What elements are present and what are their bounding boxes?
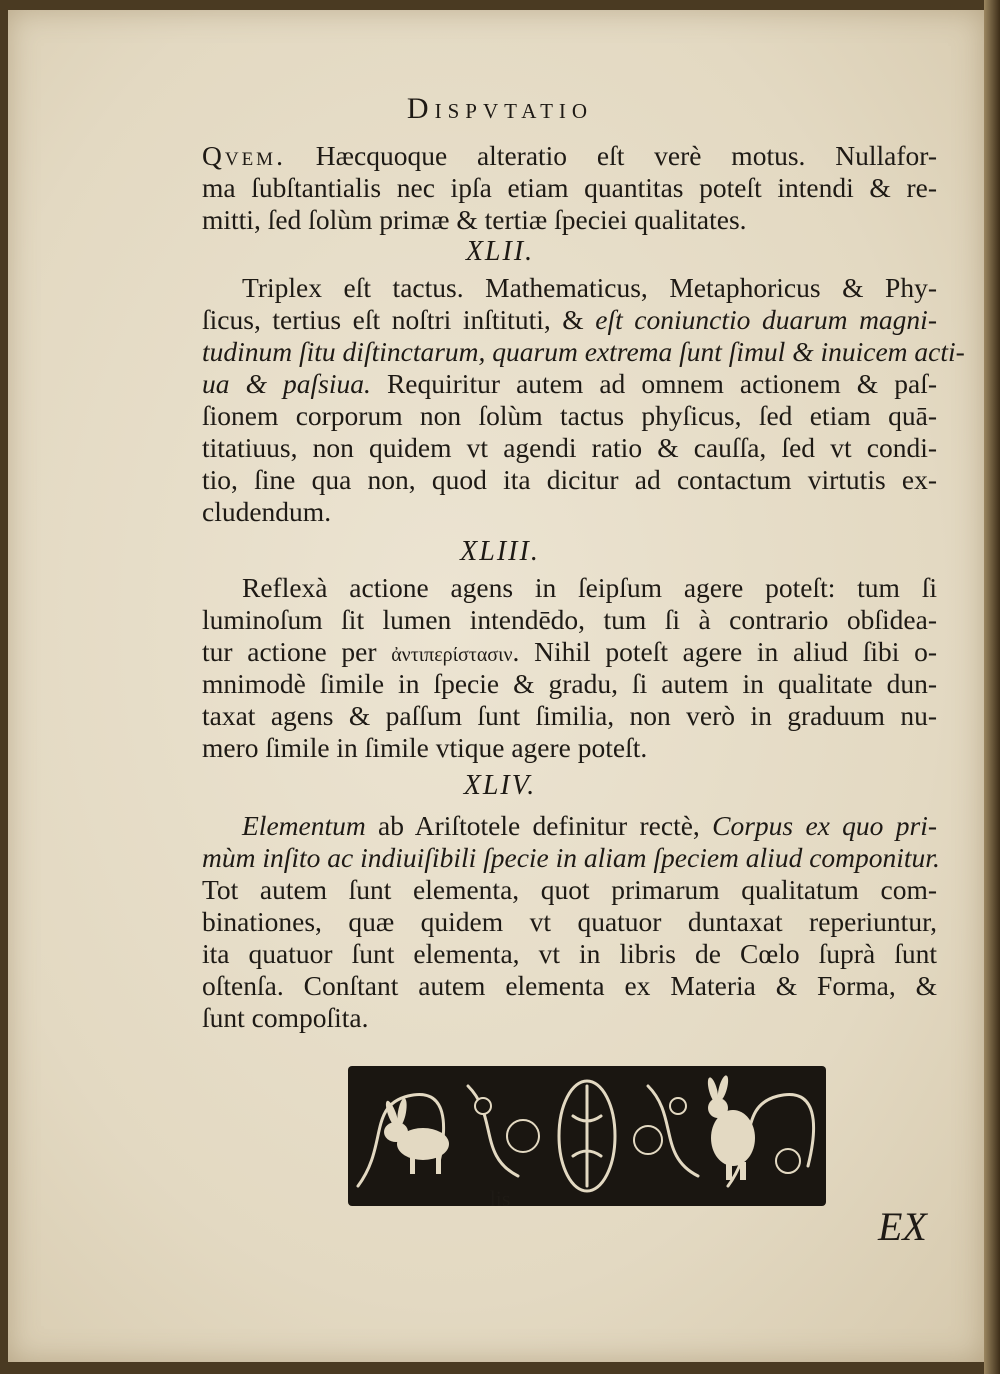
printer-signature: lis [489,1186,511,1211]
text-line: tio, ſine qua non, quod ita dicitur ad contactum virtutis ex- [202,464,937,495]
paragraph-43 [202,572,937,764]
text-line: cludendum. [202,496,332,527]
greek-word: ἀντιπερίστασιν [391,644,513,666]
text-line: mitti, ſed ſolùm primæ & tertiæ ſpeciei qualitates. [202,204,747,235]
text-line: ſicus, tertius eſt noſtri inſtituti, & eſt coniunctio duarum magni- [202,304,937,335]
text-line: binationes, quæ quidem vt quatuor duntaxat reperiuntur, [202,906,937,937]
thesis-heading-42: XLII. [465,236,535,267]
paragraph-44 [202,810,940,1034]
text-line: taxat agens & paſſum ſunt ſimilia, non verò in graduum nu- [202,700,937,731]
catchword: EX [878,1204,927,1249]
woodcut-ornament [348,1066,826,1206]
thesis-heading-43: XLIII. [460,536,540,567]
text-line: ſunt compoſita. [202,1002,369,1033]
running-header: Dispvtatio [406,92,594,125]
text-line: mnimodè ſimile in ſpecie & gradu, ſi autem in qualitate dun- [202,668,937,699]
paragraph-42 [202,272,965,528]
text-line: tur actione per ἀντιπερίστασιν. Nihil poteſt agere in aliud ſibi o- [202,636,938,667]
text-line: Reflexà actione agens in ſeipſum agere poteſt: tum ſi [242,572,937,603]
text-line: ma ſubſtantialis nec ipſa etiam quantitas poteſt intendi & re- [202,172,937,203]
text-line: titatiuus, non quidem vt agendi ratio & cauſſa, ſed vt condi- [202,432,937,463]
thesis-heading-44: XLIV. [463,770,537,801]
paragraph-intro [202,140,937,236]
text-line: Tot autem ſunt elementa, quot primarum qualitatum com- [202,874,937,905]
text-line: mero ſimile in ſimile vtique agere poteſt. [202,732,648,763]
text-line: Elementum ab Ariſtotele definitur rectè, Corpus ex quo pri- [242,810,937,841]
paragraph-lead-word: Qvem. [202,140,286,171]
text-line: ita quatuor ſunt elementa, vt in libris de Cœlo ſuprà ſunt [202,938,937,969]
text-line: Qvem. Hæcquoque alteratio eſt verè motus. Nullafor- [202,140,937,171]
page-edge [984,0,1000,1374]
text-line: ſionem corporum non ſolùm tactus phyſicus, ſed etiam quā- [202,400,937,431]
text-line: mùm inſito ac indiuiſibili ſpecie in aliam ſpeciem aliud componitur. [202,842,940,873]
text-line: tudinum ſitu diſtinctarum, quarum extrema ſunt ſimul & inuicem acti- [202,336,965,367]
text-line: ua & paſsiua. Requiritur autem ad omnem actionem & paſ- [202,368,937,399]
text-line: Triplex eſt tactus. Mathematicus, Metaphoricus & Phy- [242,272,937,303]
text-line: oſtenſa. Conſtant autem elementa ex Materia & Forma, & [202,970,937,1001]
text-line: luminoſum ſit lumen intendēdo, tum ſi à contrario obſidea- [202,604,937,635]
